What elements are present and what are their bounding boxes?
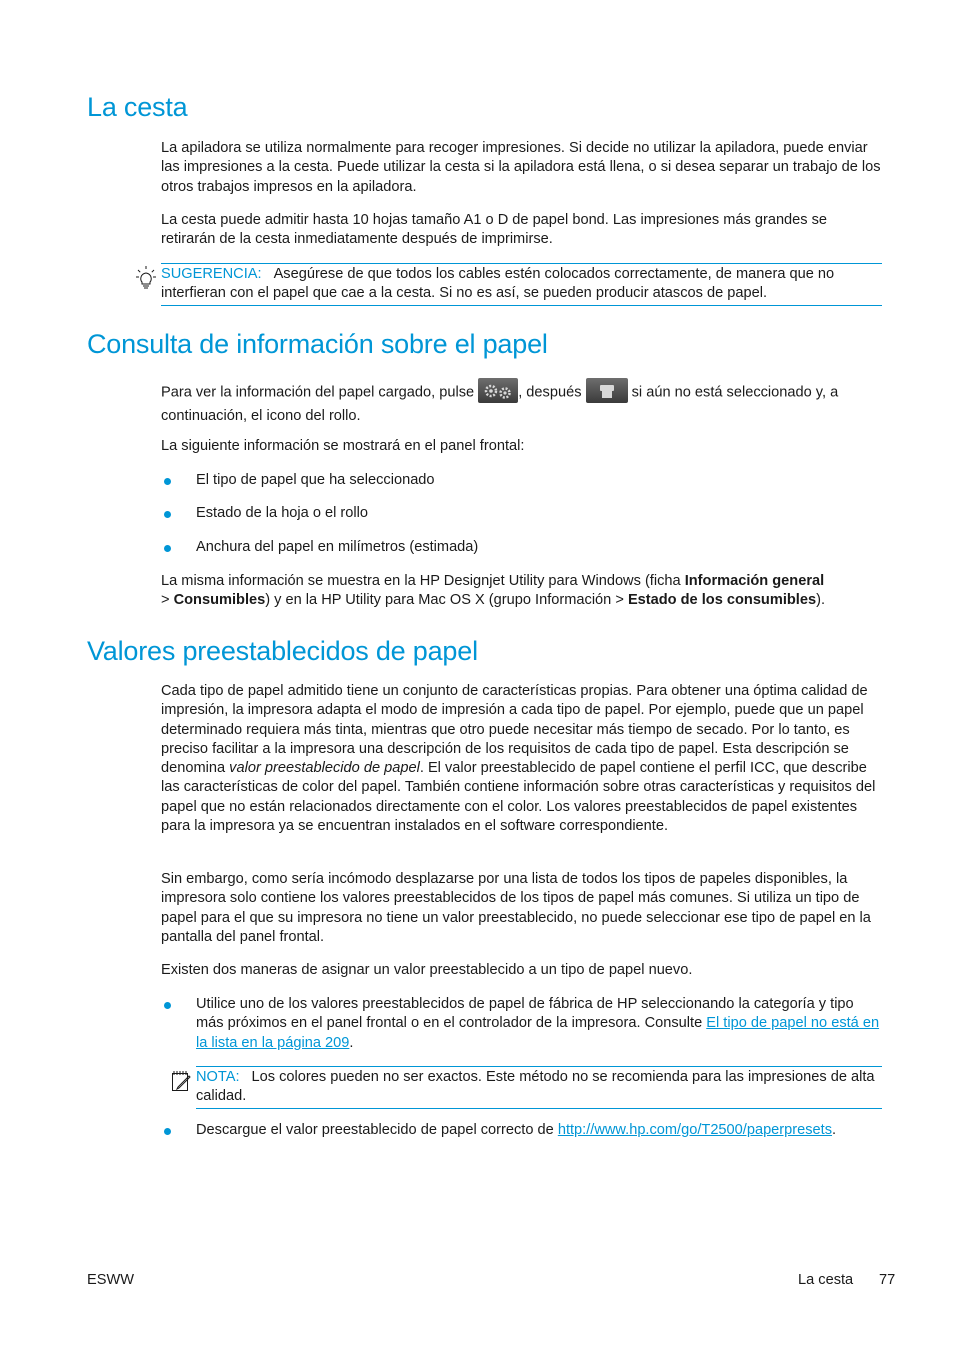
cesta-paragraph-1: La apiladora se utiliza normalmente para recoger impresiones. Si decide no utilizar la apiladora, puede enviar las impresiones a la cesta. Puede utilizar la cesta si la apiladora está llena, o si desea separar un trabajo de los otros trabajos impresos en la apiladora. bbox=[161, 140, 881, 195]
list-item: El tipo de papel que ha seleccionado bbox=[161, 471, 883, 490]
section-title-consulta: Consulta de información sobre el papel bbox=[87, 329, 548, 359]
note-label: NOTA: bbox=[196, 1069, 240, 1085]
tab-consumibles-label: Consumibles bbox=[173, 592, 266, 609]
consulta-paragraph-1 bbox=[161, 380, 883, 427]
list-item: Utilice uno de los valores preestablecidos de papel de fábrica de HP seleccionando la categoría y tipo más próximos en el panel frontal o en el controlador de la impresora. Consulte El tipo de papel no está en la lista en la página 209. bbox=[161, 995, 883, 1053]
consulta-paragraph-3: La misma información se muestra en la HP Designjet Utility para Windows (ficha Información general > Consumibles) y en la HP Utility para Mac OS X (grupo Información > Estado de los consumibles). bbox=[161, 573, 826, 609]
footer-left: ESWW bbox=[87, 1272, 135, 1288]
consulta-p1-b: , después bbox=[518, 384, 582, 401]
section-title-valores: Valores preestablecidos de papel bbox=[87, 636, 478, 666]
list-item: Descargue el valor preestablecido de papel correcto de http://www.hp.com/go/T2500/paperpresets. bbox=[161, 1121, 883, 1140]
lightbulb-icon bbox=[136, 265, 156, 297]
consulta-paragraph-2: La siguiente información se mostrará en el panel frontal: bbox=[161, 438, 525, 454]
bullet-dot bbox=[164, 478, 171, 485]
consulta-p1-a: Para ver la información del papel cargado, pulse bbox=[161, 384, 475, 401]
valores-paragraph-1: Cada tipo de papel admitido tiene un conjunto de características propias. Para obtener una óptima calidad de impresión, la impresora adapta el modo de impresión a cada tipo de papel. Por ejemplo, puede que un papel determinado requiera más tinta, mientras que otro puede necesitar más tiempo de secado. Por lo tanto, es preciso facilitar a la impresora una descripción de los requisitos de cada tipo de papel. Esta descripción se denomina valor preestablecido de papel. El valor preestablecido de papel contiene el perfil ICC, que describe las características de color del papel. También contiene información sobre otras características y requisitos del papel que no están relacionados directamente con el color. Los valores preestablecidos de papel existentes para la impresora ya se encuentran instalados en el software correspondiente. bbox=[161, 683, 876, 835]
tip-text: Asegúrese de que todos los cables estén colocados correctamente, de manera que no interfieran con el papel que cae a la cesta. Si no es así, se pueden producir atascos de papel. bbox=[161, 266, 835, 302]
valores-paragraph-3: Existen dos maneras de asignar un valor preestablecido a un tipo de papel nuevo. bbox=[161, 962, 693, 978]
consulta-p1-c: si aún no está seleccionado y, a continuación, el icono del rollo. bbox=[161, 384, 839, 424]
note-box bbox=[196, 1066, 882, 1109]
bullet-dot bbox=[164, 511, 171, 518]
tip-label: SUGERENCIA: bbox=[161, 266, 262, 282]
bullet-dot bbox=[164, 1002, 171, 1009]
list-item: Anchura del papel en milímetros (estimada) bbox=[161, 538, 883, 557]
paperpresets-url-link[interactable]: http://www.hp.com/go/T2500/paperpresets bbox=[557, 1122, 833, 1138]
section-title-la-cesta: La cesta bbox=[87, 92, 188, 122]
estado-consumibles-label: Estado de los consumibles bbox=[627, 592, 817, 609]
valores-paragraph-2: Sin embargo, como sería incómodo desplazarse por una lista de todos los tipos de papeles disponibles, la impresora solo contiene los valores preestablecidos de los tipos de papel más comunes. Si utiliza un tipo de papel para el que su impresora no tiene un valor preestablecido, no puede seleccionar ese tipo de papel en la pantalla del panel frontal. bbox=[161, 871, 871, 945]
paper-not-listed-link[interactable]: El tipo de papel no está en la lista en la página 209 bbox=[196, 1015, 880, 1051]
paper-roll-button-icon bbox=[586, 378, 628, 403]
settings-gears-button-icon bbox=[478, 378, 518, 403]
footer-section: La cesta bbox=[798, 1272, 854, 1288]
note-pencil-icon bbox=[170, 1069, 192, 1099]
page-number: 77 bbox=[879, 1272, 896, 1288]
list-item: Estado de la hoja o el rollo bbox=[161, 504, 883, 523]
cesta-paragraph-2: La cesta puede admitir hasta 10 hojas tamaño A1 o D de papel bond. Las impresiones más grandes se retirarán de la cesta inmediatamente después de imprimirse. bbox=[161, 212, 828, 248]
tip-note bbox=[161, 263, 882, 306]
note-text: Los colores pueden no ser exactos. Este método no se recomienda para las impresiones de alta calidad. bbox=[196, 1069, 875, 1105]
bullet-dot bbox=[164, 1128, 171, 1135]
bullet-dot bbox=[164, 545, 171, 552]
tab-info-general-label: Información general bbox=[684, 573, 825, 589]
